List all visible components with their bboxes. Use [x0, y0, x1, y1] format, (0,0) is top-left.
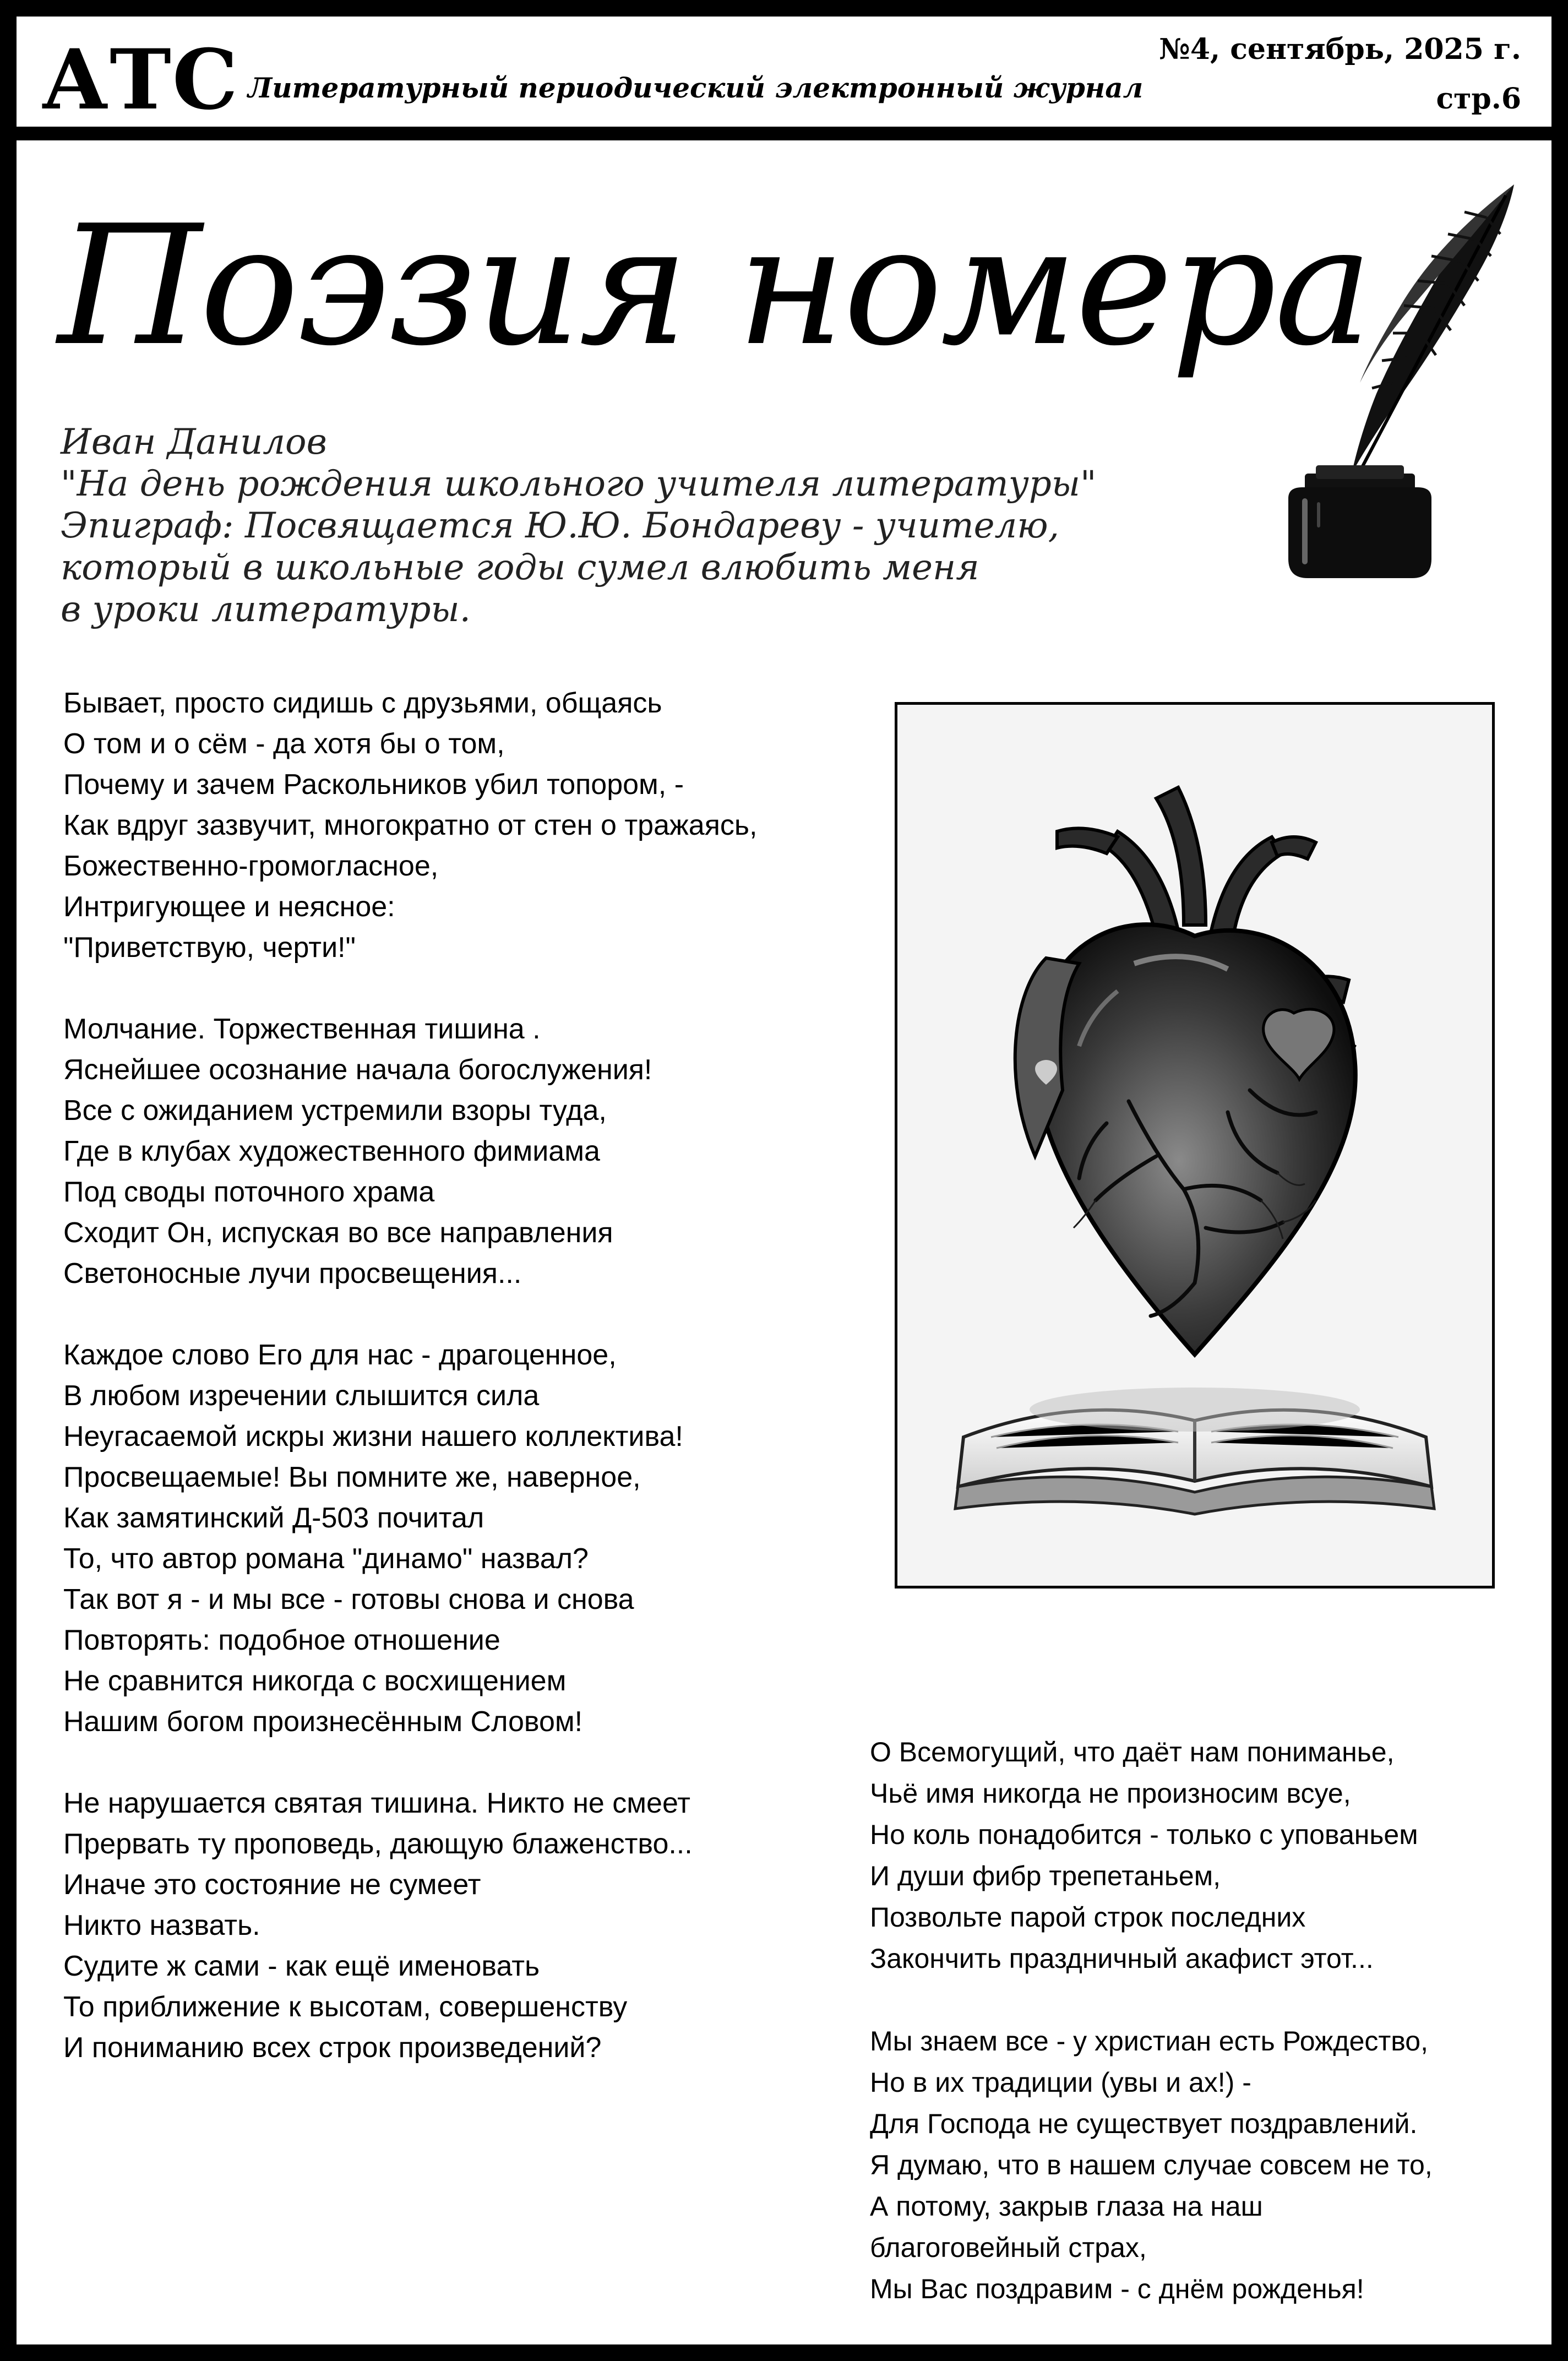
- stanza: [63, 683, 757, 968]
- poem-line: А потому, закрыв глаза на наш: [870, 2191, 1263, 2222]
- poem-line: Интригующее и неясное:: [63, 891, 395, 923]
- content-area: [17, 140, 1551, 2344]
- poem-line: Иначе это состояние не сумеет: [63, 1869, 481, 1901]
- poem-line: Не сравнится никогда с восхищением: [63, 1665, 567, 1697]
- poem-line: Почему и зачем Раскольников убил топором, -: [63, 769, 684, 801]
- poem-line: Я думаю, что в нашем случае совсем не то,: [870, 2150, 1433, 2180]
- poem-line: Прервать ту проповедь, дающую блаженство...: [63, 1828, 693, 1860]
- epigraph-line: Эпиграф: Посвящается Ю.Ю. Бондареву - учителю,: [61, 505, 1059, 546]
- journal-subtitle: Литературный периодический электронный журнал: [248, 72, 1144, 104]
- poem-line: Но в их традиции (увы и ах!) -: [870, 2067, 1251, 2098]
- poem-line: Судите ж сами - как ещё именовать: [63, 1950, 540, 1982]
- poem-line: Повторять: подобное отношение: [63, 1624, 500, 1656]
- poem-line: Для Господа не существует поздравлений.: [870, 2108, 1418, 2139]
- stanza: [63, 1009, 757, 1294]
- poem-line: Закончить праздничный акафист этот...: [870, 1943, 1374, 1974]
- page-number: стр.6: [1436, 82, 1521, 116]
- poem-line: Нашим богом произнесённым Словом!: [63, 1706, 583, 1738]
- poem-line: И души фибр трепетаньем,: [870, 1860, 1221, 1891]
- poem-line: О том и о сём - да хотя бы о том,: [63, 728, 505, 760]
- poem-line: В любом изречении слышится сила: [63, 1380, 540, 1412]
- poem-line: Божественно-громогласное,: [63, 850, 439, 882]
- poem-line: Просвещаемые! Вы помните же, наверное,: [63, 1461, 641, 1493]
- poem-line: Мы Вас поздравим - с днём рожденья!: [870, 2273, 1364, 2304]
- quill-and-inkwell-icon: [1228, 173, 1531, 592]
- author-name: Иван Данилов: [61, 422, 327, 463]
- poem-line: Молчание. Торжественная тишина .: [63, 1013, 541, 1045]
- stanza: [870, 2021, 1433, 2310]
- stanza: [63, 1335, 757, 1742]
- poem-line: Бывает, просто сидишь с друзьями, общаясь: [63, 687, 662, 719]
- stanza: [63, 1783, 757, 2068]
- poem-line: Как вдруг зазвучит, многократно от стен о тражаясь,: [63, 809, 758, 841]
- poem-line: благоговейный страх,: [870, 2232, 1147, 2263]
- poem-line: Под своды поточного храма: [63, 1176, 435, 1208]
- poem-left-column: [63, 683, 757, 2109]
- poem-line: Мы знаем все - у христиан есть Рождество,: [870, 2026, 1428, 2057]
- issue-info: №4, сентябрь, 2025 г.: [1159, 32, 1521, 66]
- poem-line: Где в клубах художественного фимиама: [63, 1135, 600, 1167]
- work-title: "На день рождения школьного учителя литературы": [61, 464, 1097, 504]
- poem-line: То приближение к высотам, совершенству: [63, 1991, 628, 2023]
- poem-line: Не нарушается святая тишина. Никто не смеет: [63, 1787, 690, 1819]
- header-band: [17, 17, 1551, 127]
- poem-line: Светоносные лучи просвещения...: [63, 1258, 522, 1290]
- poem-line: Но коль понадобится - только с упованьем: [870, 1819, 1418, 1850]
- epigraph-line: который в школьные годы сумел влюбить меня: [61, 547, 979, 588]
- poem-line: То, что автор романа "динамо" назвал?: [63, 1543, 589, 1575]
- poem-line: Позвольте парой строк последних: [870, 1902, 1306, 1933]
- poem-line: Каждое слово Его для нас - драгоценное,: [63, 1339, 617, 1371]
- byline: [61, 421, 1096, 630]
- poem-line: Никто назвать.: [63, 1910, 260, 1941]
- stanza: [870, 1732, 1433, 1979]
- poem-line: Яснейшее осознание начала богослужения!: [63, 1054, 652, 1086]
- heart-book-illustration: [895, 702, 1495, 1588]
- poem-line: О Всемогущий, что даёт нам пониманье,: [870, 1737, 1395, 1767]
- poem-line: Все с ожиданием устремили взоры туда,: [63, 1095, 607, 1127]
- journal-logo: АТС: [41, 31, 239, 128]
- poem-line: "Приветствую, черти!": [63, 932, 356, 964]
- epigraph-line: в уроки литературы.: [61, 589, 471, 630]
- poem-line: Чьё имя никогда не произносим всуе,: [870, 1778, 1351, 1809]
- poem-line: Как замятинский Д-503 почитал: [63, 1502, 484, 1534]
- section-title: Поэзия номера: [58, 190, 1371, 382]
- poem-right-column: [870, 1732, 1433, 2351]
- poem-line: И пониманию всех строк произведений?: [63, 2032, 602, 2064]
- poem-line: Так вот я - и мы все - готовы снова и снова: [63, 1584, 634, 1615]
- poem-line: Неугасаемой искры жизни нашего коллектива!: [63, 1421, 683, 1452]
- poem-line: Сходит Он, испуская во все направления: [63, 1217, 613, 1249]
